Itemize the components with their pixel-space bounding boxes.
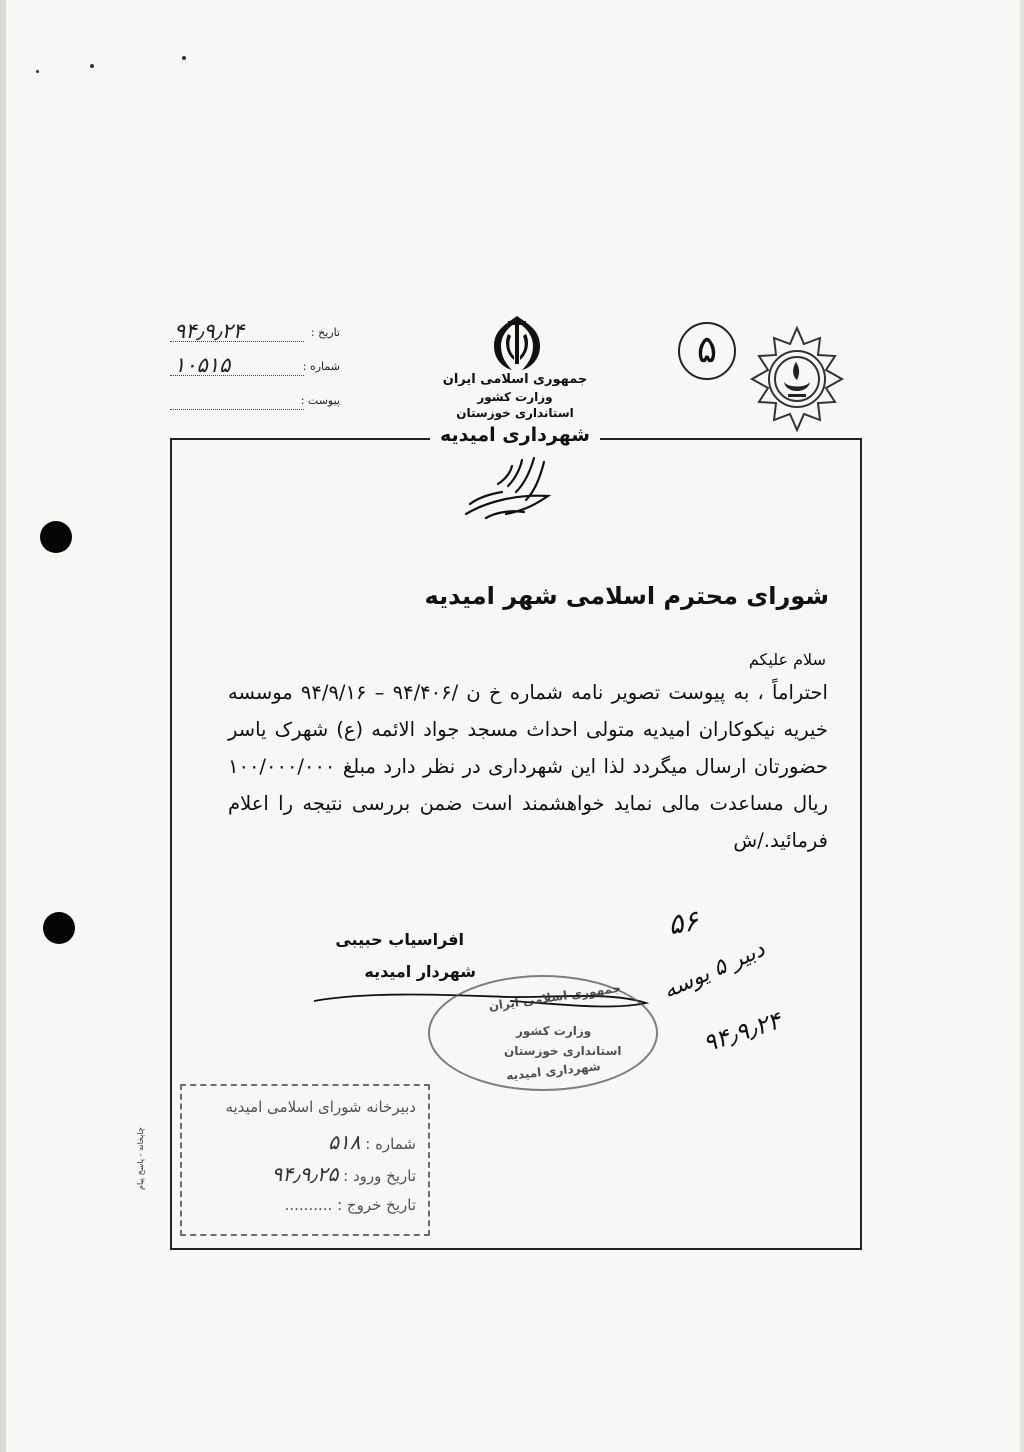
registry-exit-date-value: .......... — [284, 1196, 333, 1214]
scan-speck — [90, 64, 94, 68]
meta-date — [170, 319, 340, 344]
letter-recipient: شورای محترم اسلامی شهر امیدیه — [424, 582, 829, 610]
punch-hole-bottom — [43, 912, 75, 944]
letter-body: احتراماً ، به پیوست تصویر نامه شماره خ ن /۹۴/۴۰۶ – ۹۴/۹/۱۶ موسسه خیریه نیکوکاران امیدیه متولی احداث مسجد جواد الائمه (ع) شهرک یاسر حضورتان ارسال میگردد لذا این شهرداری در نظر دارد مبلغ ۱۰۰/۰۰۰/۰۰۰ ریال مساعدت مالی نماید خواهشمند است ضمن بررسی نتیجه را اعلام فرمائید./ش — [228, 681, 828, 852]
scan-speck — [182, 56, 186, 60]
registry-title: دبیرخانه شورای اسلامی امیدیه — [225, 1098, 416, 1116]
registry-number-label: شماره : — [365, 1135, 416, 1153]
registry-entry-date-label: تاریخ ورود : — [343, 1167, 416, 1185]
circled-page-number: ۵ — [678, 322, 736, 380]
handwritten-note-top: ۵۶ — [665, 903, 701, 942]
meta-number — [170, 353, 340, 378]
stamp-line: جمهوری اسلامی ایران — [487, 980, 622, 1014]
registry-entry-date-value: ۹۴٫۹٫۲۵ — [271, 1162, 339, 1186]
meta-date-label: تاریخ : — [310, 326, 340, 339]
municipality-logo-icon — [738, 324, 856, 436]
letter-salutation: سلام علیکم — [748, 650, 826, 669]
scan-edge-right — [1020, 0, 1024, 1452]
gov-line-ministry: وزارت کشور — [477, 390, 553, 404]
meta-attachment — [170, 394, 340, 412]
punch-hole-top — [40, 521, 72, 553]
scan-speck — [36, 70, 39, 73]
meta-date-value: ۹۴٫۹٫۲۴ — [174, 319, 245, 343]
registry-exit-date-label: تاریخ خروج : — [337, 1196, 416, 1214]
municipality-title: شهرداری امیدیه — [430, 424, 600, 446]
handwritten-note-date: ۹۴٫۹٫۲۴ — [699, 1006, 785, 1058]
meta-number-value: ۱۰۵۱۵ — [174, 353, 231, 377]
bismillah-calligraphy-icon — [456, 448, 560, 526]
iran-emblem-icon — [486, 312, 548, 374]
stamp-line: شهرداری امیدیه — [505, 1059, 602, 1083]
stamp-line: استانداری خوزستان — [504, 1044, 622, 1058]
meta-number-label: شماره : — [302, 360, 340, 373]
gov-line-governorate: استانداری خوزستان — [456, 406, 574, 420]
side-print-note: چاپخانه - پاسخ پیام — [136, 1127, 145, 1190]
meta-attachment-label: پیوست : — [300, 394, 340, 407]
signer-title: شهردار امیدیه — [364, 962, 476, 981]
stamp-line: وزارت کشور — [516, 1024, 592, 1038]
registry-stamp — [180, 1084, 430, 1236]
handwritten-note-middle: دبیر ۵ یوسه — [659, 937, 769, 1004]
scan-edge-left — [0, 0, 6, 1452]
registry-number-value: ۵۱۸ — [328, 1130, 361, 1154]
gov-line-republic: جمهوری اسلامی ایران — [442, 372, 588, 387]
signer-name: افراسیاب حبیبی — [335, 930, 464, 949]
